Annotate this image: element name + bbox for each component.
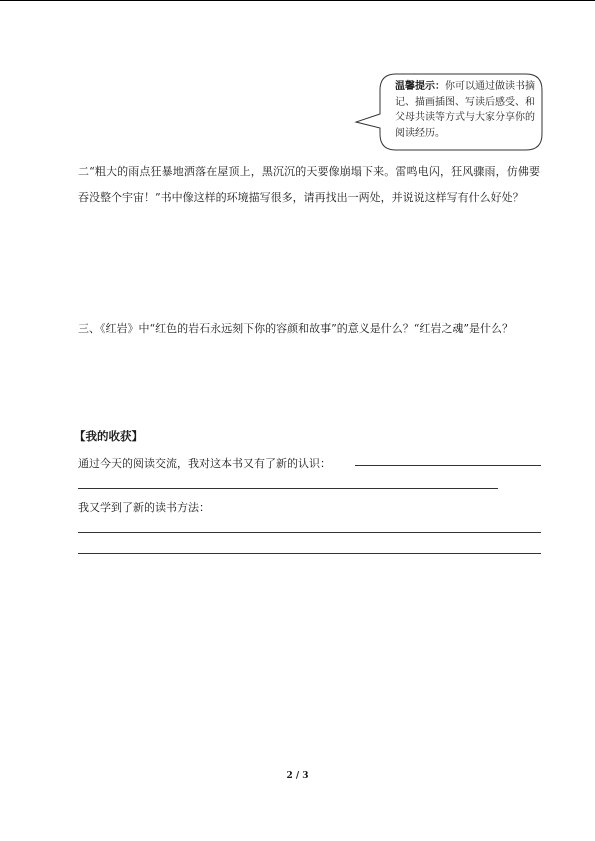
header-rule (0, 0, 595, 1)
answer-line[interactable] (78, 488, 498, 489)
tip-body: 你可以通过做读书摘记、描画插图、写读后感受、和父母共读等方式与大家分享你的阅读经历。 (395, 81, 535, 139)
answer-line[interactable] (355, 465, 541, 466)
harvest-title: 【我的收获】 (74, 429, 143, 443)
page-number: 2 / 3 (286, 771, 309, 781)
answer-line[interactable] (78, 532, 541, 533)
tip-text (395, 79, 537, 141)
tip-callout (350, 72, 545, 152)
answer-line[interactable] (78, 553, 541, 554)
harvest-line-1: 通过今天的阅读交流，我对这本书又有了新的认识： (78, 457, 331, 470)
harvest-line-2: 我又学到了新的读书方法： (78, 501, 210, 514)
tip-heading: 温馨提示： (395, 81, 445, 92)
question-3: 三、《红岩》中“红色的岩石永远刻下你的容颜和故事”的意义是什么？“红岩之魂”是什么？ (78, 322, 513, 335)
question-2: 二“粗大的雨点狂暴地洒落在屋顶上，黑沉沉的天要像崩塌下来。雷鸣电闪，狂风骤雨，仿佛要吞没整个宇宙！”书中像这样的环境描写很多，请再找出一两处，并说说这样写有什么好处？ (78, 165, 540, 204)
